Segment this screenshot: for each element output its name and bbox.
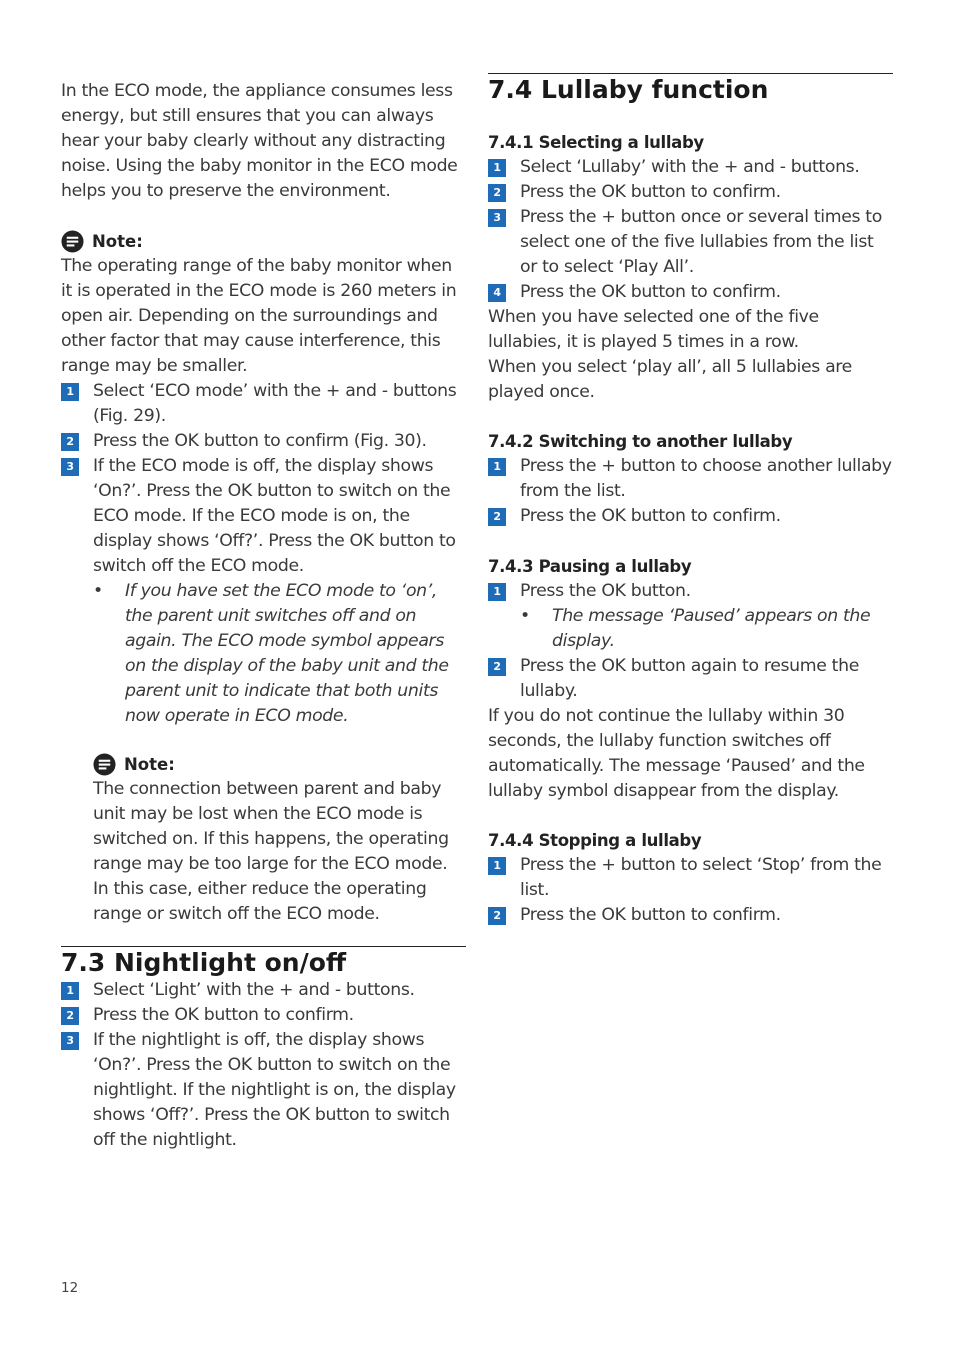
section-heading-7-4: 7.4 Lullaby function: [488, 73, 893, 105]
step-number-badge: 2: [61, 1007, 79, 1025]
bullet-dot: •: [520, 606, 530, 626]
note-label: Note:: [92, 232, 143, 251]
step-number-badge: 1: [61, 383, 79, 401]
step-text: Press the + button to select ‘Stop’ from the list.: [520, 855, 882, 900]
list-item: [61, 379, 466, 429]
list-item: [488, 454, 893, 504]
step-text: Press the OK button again to resume the lullaby.: [520, 656, 859, 701]
step-number-badge: 1: [61, 982, 79, 1000]
bullet-text: If you have set the ECO mode to ‘on’, the parent unit switches off and on again. The ECO mode symbol appears on the display of the baby unit and the parent unit to indicate that both units now operate in ECO mode.: [125, 581, 449, 726]
paragraph: If you do not continue the lullaby within 30 seconds, the lullaby function switches off automatically. The message ‘Paused’ and the lullaby symbol disappear from the display.: [488, 706, 865, 801]
list-item: [488, 903, 893, 928]
step-text: Press the + button to choose another lullaby from the list.: [520, 456, 892, 501]
step-text: Press the OK button to confirm.: [520, 905, 781, 925]
step-number-badge: 4: [488, 284, 506, 302]
list-item: [61, 1028, 466, 1153]
subsection-heading: 7.4.3 Pausing a lullaby: [488, 557, 692, 576]
subsection-heading: 7.4.2 Switching to another lullaby: [488, 432, 793, 451]
step-text: Press the OK button.: [520, 581, 691, 601]
step-text: If the nightlight is off, the display shows ‘On?’. Press the OK button to switch on the nightlight. If the nightlight is on, the display shows ‘Off?’. Press the OK button to switch off the nightlight.: [93, 1030, 456, 1150]
note-block-2: [93, 752, 466, 927]
step-text: Press the OK button to confirm.: [520, 282, 781, 302]
list-item: [61, 454, 466, 579]
list-item: [488, 504, 893, 529]
list-item: [61, 429, 466, 454]
step-number-badge: 3: [488, 209, 506, 227]
step-text: Press the OK button to confirm.: [520, 182, 781, 202]
list-item: [488, 853, 893, 903]
paragraph: When you select ‘play all’, all 5 lullabies are played once.: [488, 357, 852, 402]
eco-steps-list: [61, 379, 466, 729]
note-icon: [61, 230, 84, 253]
step-number-badge: 3: [61, 458, 79, 476]
subsection-7-4-2: [488, 429, 893, 529]
section-heading-7-3: 7.3 Nightlight on/off: [61, 946, 466, 978]
step-text: Press the OK button to confirm.: [520, 506, 781, 526]
step-number-badge: 2: [488, 907, 506, 925]
step-number-badge: 1: [488, 583, 506, 601]
list-item: [488, 180, 893, 205]
list-item: [488, 280, 893, 305]
step-text: Press the OK button to confirm (Fig. 30).: [93, 431, 427, 451]
list-item: [488, 155, 893, 180]
step-number-badge: 1: [488, 458, 506, 476]
subsection-7-4-4: [488, 828, 893, 928]
step-number-badge: 3: [61, 1032, 79, 1050]
nightlight-steps-list: [61, 978, 466, 1153]
note-icon: [93, 753, 116, 776]
step-text: Press the + button once or several times to select one of the five lullabies from the list or to select ‘Play All’.: [520, 207, 882, 277]
step-text: Select ‘Lullaby’ with the + and - buttons.: [520, 157, 860, 177]
bullet-item: [488, 604, 893, 654]
subsection-heading: 7.4.4 Stopping a lullaby: [488, 831, 702, 850]
step-number-badge: 2: [488, 508, 506, 526]
step-text: Select ‘Light’ with the + and - buttons.: [93, 980, 415, 1000]
subsection-7-4-3: [488, 554, 893, 804]
step-number-badge: 1: [488, 159, 506, 177]
bullet-item: [61, 579, 466, 729]
list-item: [488, 654, 893, 704]
bullet-dot: •: [93, 581, 103, 601]
step-number-badge: 2: [61, 433, 79, 451]
step-number-badge: 1: [488, 857, 506, 875]
step-number-badge: 2: [488, 658, 506, 676]
step-text: Press the OK button to confirm.: [93, 1005, 354, 1025]
note-label: Note:: [124, 755, 175, 774]
note-text: The operating range of the baby monitor when it is operated in the ECO mode is 260 meters in open air. Depending on the surroundings and other factor that may cause interference, this range may be smaller.: [61, 256, 457, 376]
list-item: [488, 579, 893, 604]
intro-paragraph: In the ECO mode, the appliance consumes less energy, but still ensures that you can always hear your baby clearly without any distracting noise. Using the baby monitor in the ECO mode helps you to preserve the environment.: [61, 81, 458, 201]
note-block-1: [61, 229, 466, 379]
note-text: The connection between parent and baby unit may be lost when the ECO mode is switched on. If this happens, the operating range may be too large for the ECO mode. In this case, either reduce the operating range or switch off the ECO mode.: [93, 779, 449, 924]
step-text: If the ECO mode is off, the display shows ‘On?’. Press the OK button to switch on the ECO mode. If the ECO mode is on, the display shows ‘Off?’. Press the OK button to switch off the ECO mode.: [93, 456, 456, 576]
list-item: [61, 1003, 466, 1028]
list-item: [488, 205, 893, 280]
subsection-heading: 7.4.1 Selecting a lullaby: [488, 133, 704, 152]
page-number: 12: [61, 1280, 79, 1296]
list-item: [61, 978, 466, 1003]
paragraph: When you have selected one of the five lullabies, it is played 5 times in a row.: [488, 307, 819, 352]
step-number-badge: 2: [488, 184, 506, 202]
subsection-7-4-1: [488, 130, 893, 405]
bullet-text: The message ‘Paused’ appears on the display.: [552, 606, 871, 651]
step-text: Select ‘ECO mode’ with the + and - buttons (Fig. 29).: [93, 381, 457, 426]
